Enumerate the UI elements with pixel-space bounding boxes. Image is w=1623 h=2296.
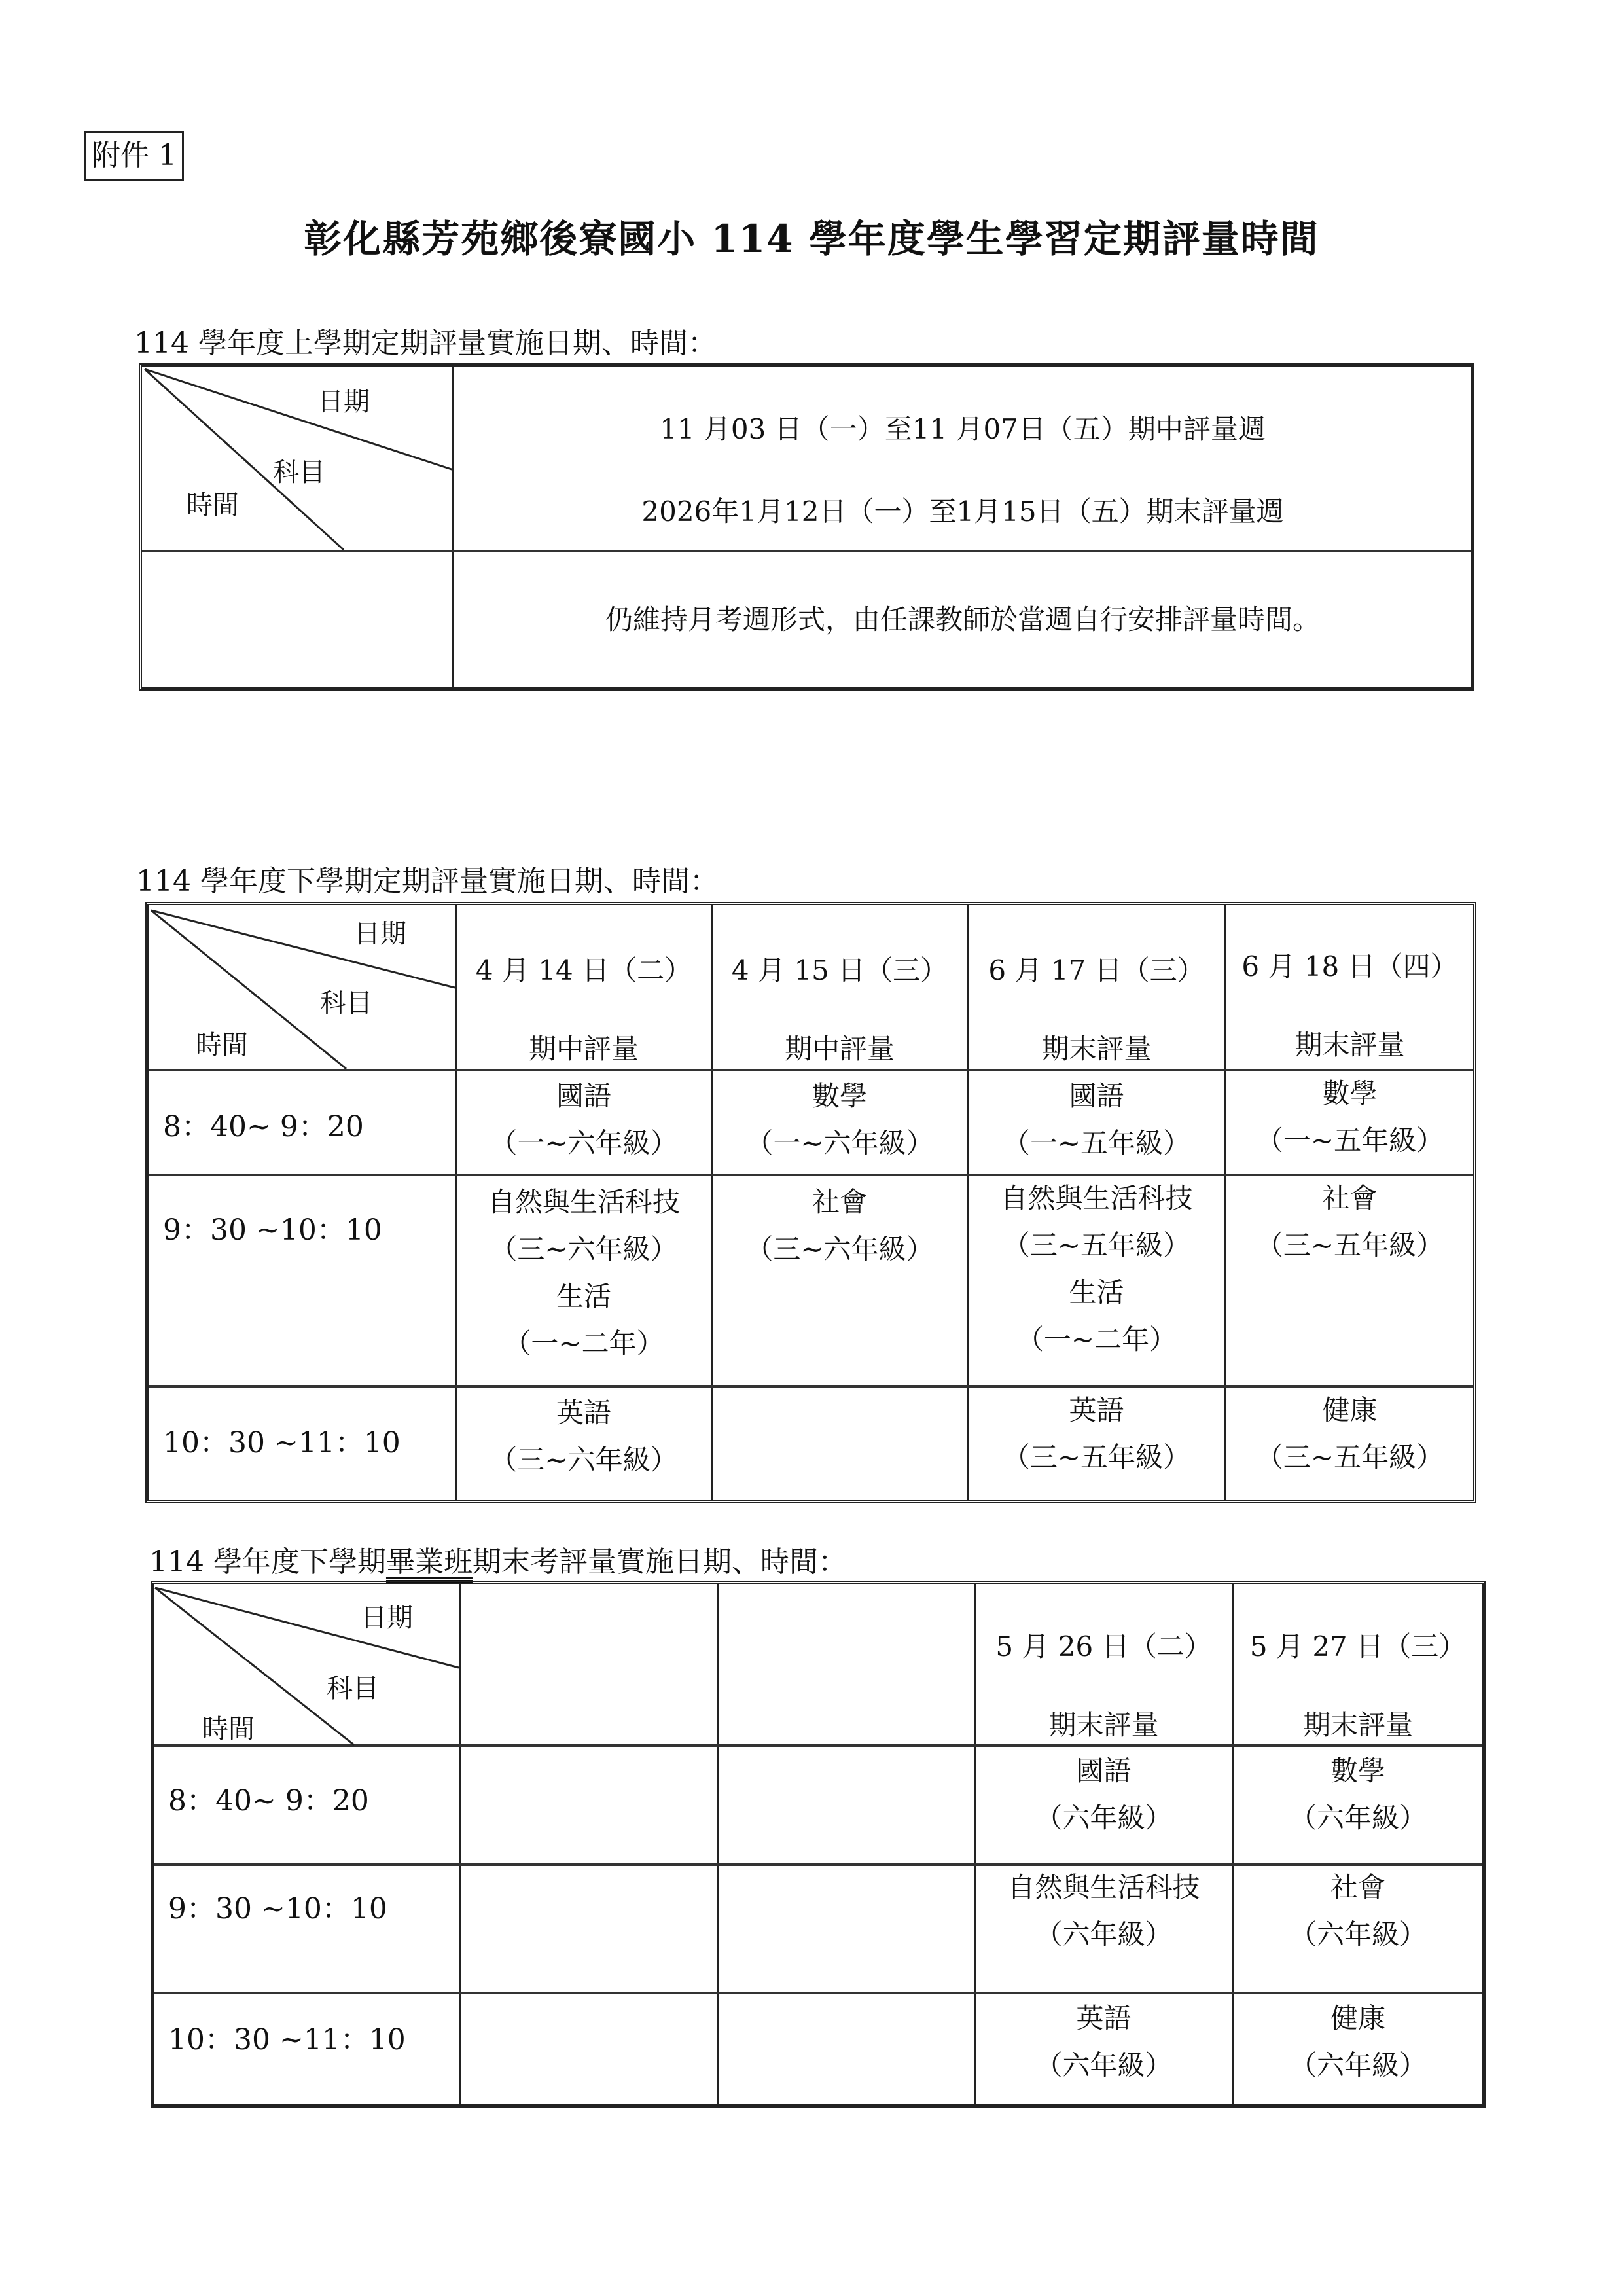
subject: 自然與生活科技 [1000, 1182, 1193, 1214]
column-type: 期末評量 [1294, 1029, 1405, 1061]
schedule-cell [969, 1387, 1224, 1481]
subject: 社會 [1330, 1871, 1385, 1903]
subject: 數學 [1330, 1755, 1385, 1787]
schedule-cell [976, 1748, 1232, 1842]
column-header [1226, 927, 1473, 1085]
grades: （一~六年級） [745, 1127, 934, 1159]
grades: （一~五年級） [1002, 1127, 1191, 1159]
diagonal-label-time: 時間 [202, 1714, 255, 1744]
grades: （六年級） [1289, 1802, 1427, 1834]
schedule-cell [457, 1179, 711, 1367]
semester2-table [145, 902, 1476, 1503]
diagonal-lines [149, 905, 456, 1070]
column-type: 期末評量 [1302, 1709, 1413, 1741]
grades: （一~二年） [1016, 1323, 1177, 1355]
grades: （三~五年級） [1255, 1229, 1444, 1261]
schedule-cell [1226, 1175, 1473, 1269]
heading-suffix: 期末考評量實施日期、時間： [472, 1545, 847, 1579]
row-divider [154, 1992, 1482, 1994]
midterm-week-line: 11 月03 日（一）至11 月07日（五）期中評量週 [660, 413, 1266, 445]
page-title: 彰化縣芳苑鄉後寮國小 114 學年度學生學習定期評量時間 [304, 217, 1319, 261]
subject: 數學 [1322, 1077, 1378, 1109]
column-header [969, 931, 1224, 1088]
schedule-cell [457, 1390, 711, 1484]
column-header [713, 931, 967, 1088]
column-date: 4 月 15 日（三） [731, 954, 948, 986]
grades: （六年級） [1289, 2049, 1427, 2081]
grades: （一~五年級） [1255, 1124, 1444, 1157]
schedule-cell [969, 1073, 1224, 1167]
time-slot: 8：40~ 9：20 [163, 1110, 364, 1143]
schedule-cell [1234, 1995, 1482, 2089]
column-date: 6 月 17 日（三） [988, 954, 1205, 986]
grades: （一~二年） [503, 1327, 664, 1359]
grades: （一~六年級） [490, 1127, 678, 1159]
arrangement-note-text: 仍維持月考週形式，由任課教師於當週自行安排評量時間。 [605, 603, 1320, 636]
column-type: 期末評量 [1041, 1033, 1152, 1065]
schedule-cell [713, 1179, 967, 1273]
grades: （三~六年級） [490, 1444, 678, 1476]
schedule-cell [1234, 1864, 1482, 1958]
graduating-class-table [151, 1581, 1486, 2108]
midterm-week-text [455, 406, 1471, 453]
column-date: 4 月 14 日（二） [475, 954, 692, 986]
schedule-cell [976, 1864, 1232, 1958]
diagonal-label-time: 時間 [196, 1030, 248, 1060]
subject: 生活 [556, 1280, 611, 1312]
subject: 健康 [1330, 2002, 1385, 2034]
column-divider [717, 1584, 719, 2104]
grades: （三~五年級） [1002, 1229, 1191, 1261]
grades: （三~五年級） [1002, 1441, 1191, 1473]
time-slot: 8：40~ 9：20 [168, 1784, 369, 1818]
grades: （六年級） [1035, 1802, 1173, 1834]
arrangement-note [455, 552, 1471, 687]
grades: （六年級） [1035, 2049, 1173, 2081]
grades: （三~六年級） [745, 1233, 934, 1265]
diagonal-label-time: 時間 [187, 490, 239, 520]
diagonal-label-subject: 科目 [327, 1674, 379, 1704]
subject: 英語 [556, 1397, 611, 1429]
heading-prefix: 114 學年度下學期 [149, 1545, 386, 1579]
schedule-cell [457, 1073, 711, 1167]
schedule-cell [1234, 1748, 1482, 1842]
column-header [976, 1607, 1232, 1765]
subject: 自然與生活科技 [487, 1186, 680, 1218]
diagonal-lines [154, 1584, 461, 1746]
grades: （三~五年級） [1255, 1441, 1444, 1473]
section2-heading: 114 學年度下學期定期評量實施日期、時間： [136, 865, 719, 898]
subject: 英語 [1069, 1394, 1124, 1426]
diagonal-label-date: 日期 [317, 387, 370, 417]
subject: 生活 [1069, 1276, 1124, 1308]
heading-emphasis-graduating-class: 畢業班 [385, 1545, 473, 1579]
subject: 社會 [812, 1186, 867, 1218]
semester1-table [139, 363, 1474, 691]
section1-heading: 114 學年度上學期定期評量實施日期、時間： [134, 327, 717, 360]
annex-label: 附件 1 [84, 131, 184, 181]
final-week-text [455, 488, 1471, 535]
schedule-cell [976, 1995, 1232, 2089]
subject: 社會 [1322, 1182, 1378, 1214]
diagonal-label-subject: 科目 [320, 988, 372, 1018]
grades: （三~六年級） [490, 1233, 678, 1265]
column-date: 5 月 26 日（二） [995, 1630, 1212, 1662]
schedule-cell [713, 1073, 967, 1167]
column-header [1234, 1607, 1482, 1765]
time-slot: 9：30 ~10：10 [168, 1892, 387, 1926]
diagonal-label-subject: 科目 [273, 457, 325, 488]
subject: 英語 [1076, 2002, 1132, 2034]
diagonal-label-date: 日期 [354, 919, 406, 949]
column-date: 6 月 18 日（四） [1241, 950, 1458, 982]
subject: 國語 [1076, 1755, 1132, 1787]
column-type: 期中評量 [784, 1033, 895, 1065]
subject: 自然與生活科技 [1007, 1871, 1200, 1903]
column-type: 期中評量 [528, 1033, 639, 1065]
column-type: 期末評量 [1048, 1709, 1159, 1741]
time-slot: 10：30 ~11：10 [163, 1426, 401, 1460]
grades: （六年級） [1289, 1918, 1427, 1950]
subject: 數學 [812, 1080, 867, 1112]
final-week-line: 2026年1月12日（一）至1月15日（五）期末評量週 [641, 495, 1284, 528]
grades: （六年級） [1035, 1918, 1173, 1950]
subject: 健康 [1322, 1394, 1378, 1426]
column-date: 5 月 27 日（三） [1249, 1630, 1467, 1662]
time-slot: 9：30 ~10：10 [163, 1213, 382, 1247]
subject: 國語 [1069, 1080, 1124, 1112]
schedule-cell [1226, 1070, 1473, 1164]
column-header [457, 931, 711, 1088]
diagonal-label-date: 日期 [361, 1603, 413, 1633]
schedule-cell [969, 1175, 1224, 1363]
section3-heading [149, 1538, 847, 1580]
subject: 國語 [556, 1080, 611, 1112]
schedule-cell [1226, 1387, 1473, 1481]
time-slot: 10：30 ~11：10 [168, 2023, 406, 2056]
